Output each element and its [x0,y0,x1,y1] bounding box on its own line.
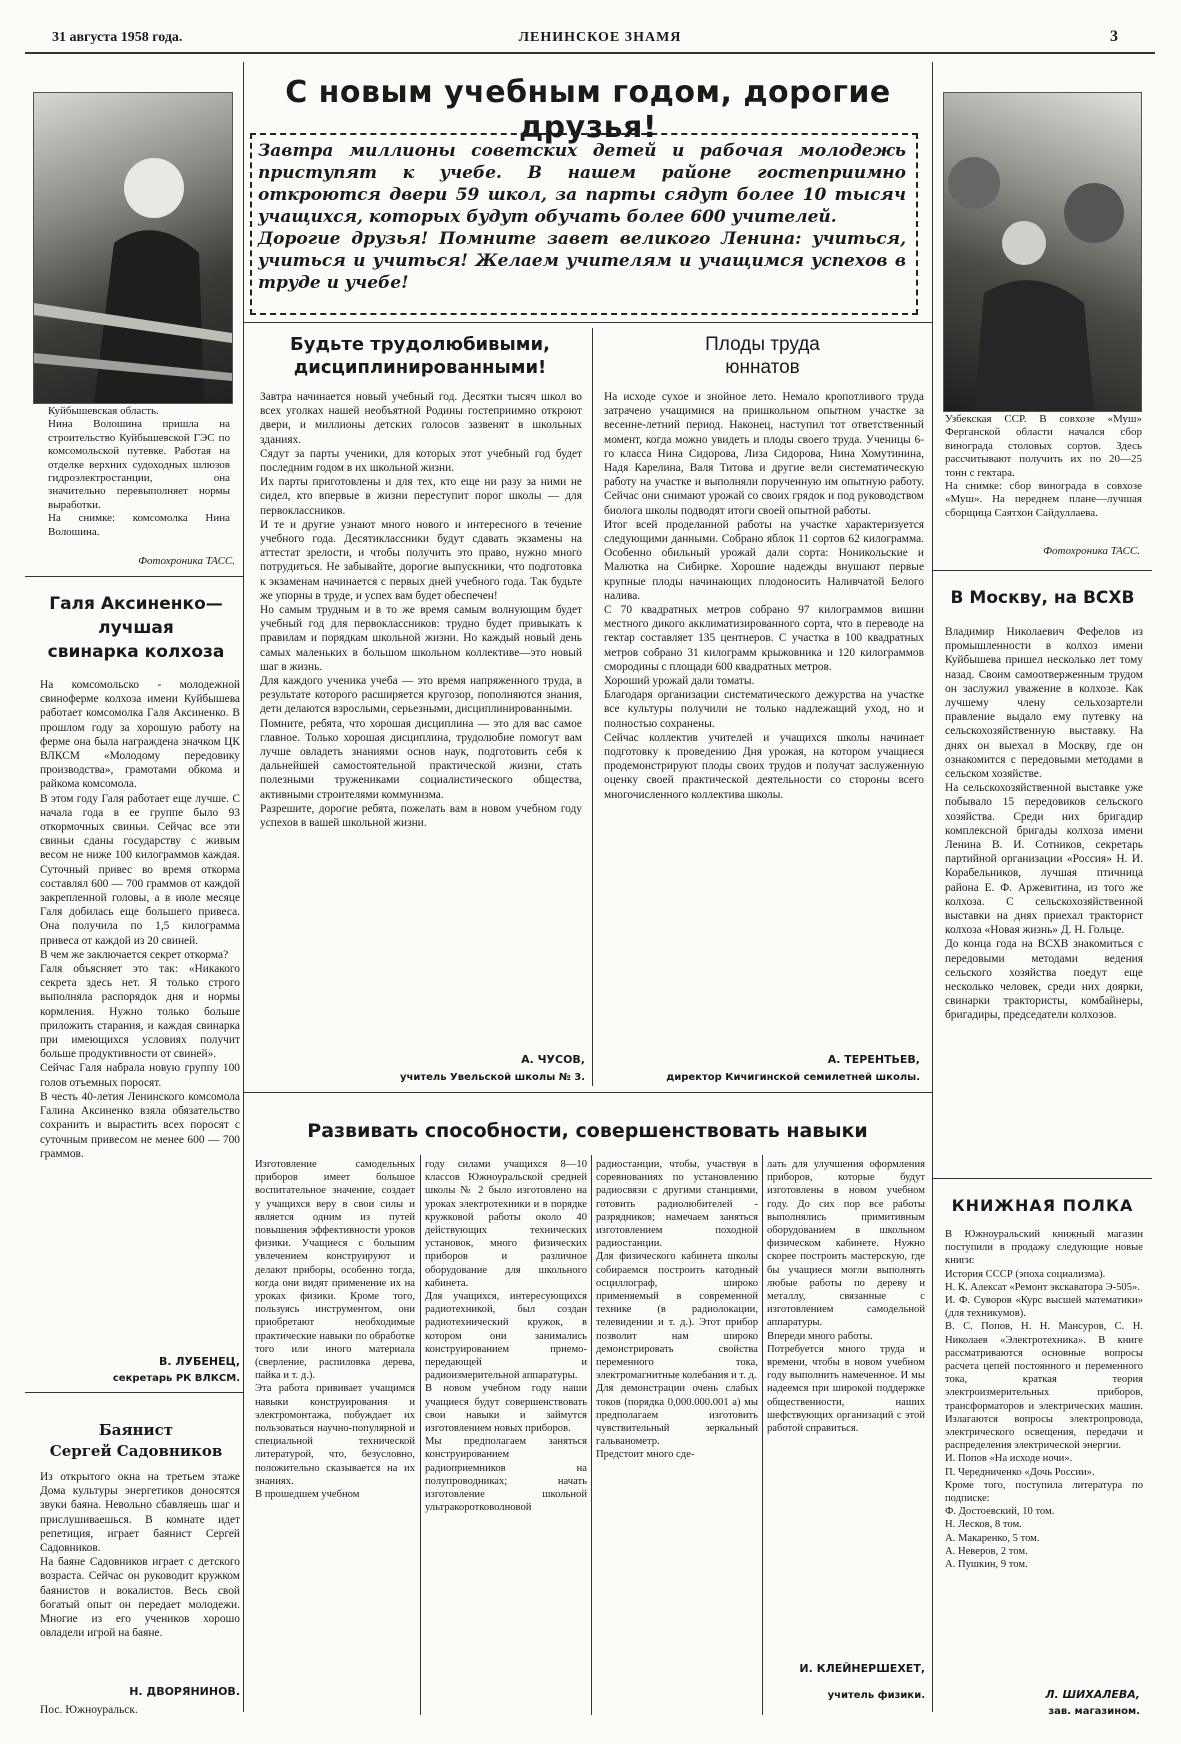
razvivat-col1: Изготовление самодельных приборов имеет большое воспитательное значение, создает у учащихся веру в свои силы и является одним из путей повышения эффективности уроков физики. Учащиеся с большим увлечением конструируют и делают приборы, особенно тогда, когда они видят применение их на уроках физики. Кроме того, пользуясь инструментом, они приобретают необходимые практические навыки по обработке того или иного материала (сверление, распиловка дерева, пайка и т. д.). Эта работа прививает учащимся навыки конструирования и электромонтажа, побуждает их пользоваться научно-популярной и специальной технической литературой, что, безусловно, положительно сказывается на их знаниях. В прошедшем учебном [255,1159,415,1501]
banner-rule [243,322,933,323]
header-rule [25,52,1155,54]
bookshelf-signature: Л. ШИХАЛЕВА, [1045,1688,1140,1701]
razvivat-signature: И. КЛЕЙНЕРШЕХЕТ, [799,1662,925,1675]
moscow-body: Владимир Николаевич Фефелов из промышленности в колхоз имени Куйбышева пришел несколько лет тому назад. Своим самоотверженным трудом он заслужил уважение в колхозе. Как лучшему члену сельхозартели правление выдало ему путевку на сельскохозяйственную выставку. На днях он выехал в Москву, где он ознакомится с передовыми методами в сельском хозяйстве. На сельскохозяйственной выставке уже побывало 15 передовиков сельского хозяйства. Среди них бригадир комплексной бригады колхоза имени Ленина В. И. Сотников, секретарь партийной организации «Россия» Н. И. Корабельников, лучшая птичница района Е. Ф. Аржевитина, из того же колхоза. С сельскохозяйственной выставки на днях приехал тракторист колхоза «Новая жизнь» Д. Н. Гольце. До конца года на ВСХВ знакомиться с передовыми методами ведения сельского хозяйства поедут еще несколько человек, среди них доярки, свинарки трактористы, комбайнеры, бригадиры, председатели колхозов. [945,626,1143,1022]
bookshelf-position: зав. магазином. [1048,1706,1140,1717]
right-photo-caption: Узбекская ССР. В совхозе «Муш» Ферганской области начался сбор винограда столовых сортов. Здесь рассчитывают получить их по 20—25 тонн с гектара. На снимке: сбор винограда в совхозе «Муш». На переднем плане—лучшая сборщица Саятхон Сайдуллаева. [945,413,1142,519]
left-photo-rule [25,576,243,577]
terentyev-position: директор Кичигинской семилетней школы. [666,1072,920,1083]
bookshelf-body: В Южноуральский книжный магазин поступили в продажу следующие новые книги: История СССР (эпоха социализма). Н. К. Алексат «Ремонт экскаватора Э-505». И. Ф. Суворов «Курс высшей математики» (для техникумов). В. С. Попов, Н. Н. Мансуров, С. Н. Николаев «Электротехника». В книге рассматриваются основные вопросы расчета цепей постоянного и переменного тока, краткая теория электроизмерительных приборов, трансформаторов и электрических машин. Излагаются вопросы электропровода, электрического освещения, передачи и распределения электрической энергии. И. Попов «На исходе ночи». П. Чередниченко «Дочь России». Кроме того, поступила литература по подписке: Ф. Достоевский, 10 том. Н. Лесков, 8 том. А. Макаренко, 5 том. А. Неверов, 2 том. А. Пушкин, 9 том. [945,1229,1143,1571]
razvivat-sep2 [591,1155,592,1715]
mid-rule [243,1092,933,1093]
terentyev-signature: А. ТЕРЕНТЬЕВ, [827,1053,920,1066]
issue-date: 31 августа 1958 года. [52,30,183,45]
moscow-rule [932,1178,1152,1179]
separator-right [932,62,933,1712]
chusov-signature: А. ЧУСОВ, [521,1053,585,1066]
galya-title: Галя Аксиненко— лучшая свинарка колхоза [47,594,225,662]
banner-title: С новым учебным годом, дорогие друзья! [285,75,891,145]
chusov-body: Завтра начинается новый учебный год. Десятки тысяч школ во всех уголках нашей необъятной Родины гостеприимно откроют двери, и миллионы детских голосов зазвенят в школьных зданиях. Сядут за парты ученики, для которых этот учебный год будет последним годом в их школьной жизни. Их парты приготовлены и для тех, кто еще ни разу за ними не сидел, кто впервые в жизни переступит порог школы — для первоклассников. И те и другие узнают много нового и интересного в течение учебного года. Десятиклассники будут сдавать экзамены на аттестат зрелости, и чтобы получить это право, нужно много потрудиться. Не забывайте, дорогие выпускники, что подготовка к экзаменам начинается с первых дней учебного года. Так будьте же упорны в труде, и успех вам будет обеспечен! Но самым трудным и в то же время самым волнующим будет учебный год для первоклассников: трудно будет привыкать к правилам и порядкам школьной жизни. Но каждый новый день самых маленьких в большом школьном коллективе—это новый шаг в жизнь. Для каждого ученика учеба — это время напряженного труда, в результате которого расширяется кругозор, пополняются знания, дети делаются взрослыми, серьезными, дисциплинированными. Помните, ребята, что хорошая дисциплина — это для вас самое главное. Только хорошая дисциплина, трудолюбие помогут вам лучше овладеть знаниями основ наук, подготовить себя к дальнейшей самостоятельной практической жизни, стать полезными тружениками социалистического общества, активными строителями коммунизма. Разрешите, дорогие ребята, пожелать вам в новом учебном году успехов в вашей школьной жизни. [260,391,582,830]
bayanist-title: Баянист Сергей Садовников [49,1421,223,1460]
bayanist-signature: Н. ДВОРЯНИНОВ. [129,1685,240,1698]
chusov-title: Будьте трудолюбивыми, дисциплинированными! [290,334,550,378]
razvivat-sep3 [762,1155,763,1715]
left-photo [33,92,233,404]
grape-harvest-image [944,93,1141,411]
left-photo-caption: Куйбышевская область. Нина Волошина пришла на строительство Куйбышевской ГЭС по комсомольской путевке. Работая на отделке верхних судоходных шлюзов гидроэлектростанции, она значительно перевыполняет нормы выработки. На снимке: комсомолка Нина Волошина. [48,405,230,538]
razvivat-position: учитель физики. [827,1690,925,1701]
terentyev-body: На исходе сухое и знойное лето. Немало кропотливого труда затрачено учащимися на пришкольном опытном участке за весенне-летний период. Наконец, наступил тот ответственный момент, когда можно увидеть и плоды своего труда. Ученицы 6-го класса Нина Сидорова, Лиза Сидорова, Нина Хомутинина, Надя Карелина, Валя Титова и другие вели систематическую работу на участке и выполняли порученную им опытную работу. Сейчас они снимают урожай со своих грядок и под руководством биолога школы подводят итоги своей опытной работы. Итог всей проделанной работы на участке характеризуется следующими данными. Собрано яблок 11 сортов 62 килограмма. Особенно обильный урожай дали сорта: Ноникольские и Малютка на Сибирке. Хорошие надежды внушают первые крупные плоды начинающих плодоносить Наливчатой Белого налива. С 70 квадратных метров собрано 97 килограммов вишни местного дикого акклиматизированного сорта, что в переводе на гектар составляет 135 центнеров. С участка в 100 квадратных метров собрано 31 килограмм крыжовника и 120 килограммов смородины с площади 600 квадратных метров. Хороший урожай дали томаты. Благодаря организации систематического дежурства на участке все культуры получили не только надлежащий уход, но и полностью сохранены. Сейчас коллектив учителей и учащихся школы начинает подготовку к проведению Дня урожая, на котором учащиеся продемонстрируют плоды своих трудов и получат заслуженную оценку своей практической деятельности со стороны всего многочисленного коллектива школы. [604,391,924,801]
newspaper-name: ЛЕНИНСКОЕ ЗНАМЯ [518,30,682,45]
bayanist-body: Из открытого окна на третьем этаже Дома культуры энергетиков доносятся звуки баяна. Невольно сбавляешь шаг и прислушиваешься. В комнате идет репетиция, играет баянист Сергей Садовников. На баяне Садовников играет с детского возраста. Сейчас он руководит кружком баянистов и вокалистов. Весь свой богатый опыт он передает молодежи. Многие из его учеников хорошо овладели игрой на баяне. [40,1471,240,1640]
razvivat-col2: году силами учащихся 8—10 классов Южноуральской средней школы № 2 было изготовлено на уроках электротехники и в порядке кружковой работы около 40 действующих технических установок, много физических приборов и различное оборудование для школьного кабинета. Для учащихся, интересующихся радиотехникой, был создан радиотехнический кружок, в котором они занимались конструированием приемо-передающей и радиоизмерительной аппаратуры. В новом учебном году наши учащиеся будут совершенствовать свои навыки и займутся изготовлением новых приборов. Мы предполагаем заняться конструированием радиоприемников на полупроводниках; начать изготовление школьной ультракоротковолновой [425,1159,587,1514]
bookshelf-title: КНИЖНАЯ ПОЛКА [951,1196,1134,1215]
bayanist-position: Пос. Южноуральск. [40,1704,138,1716]
page-number: 3 [1110,28,1118,45]
separator-middle [592,328,593,1086]
galya-body: На комсомольско - молодежной свиноферме колхоза имени Куйбышева работает комсомолка Галя Аксиненко. В прошлом году за хорошую работу на ферме она была награждена значком ЦК ВЛКСМ «Молодому передовику производства», грамотами обкома и райкома комсомола. В этом году Галя работает еще лучше. С начала года в ее группе было 93 откормочных свиньи. Сейчас все эти свиньи сданы государству с живым весом не ниже 100 килограммов каждая. Суточный привес во время откорма составлял 600 — 700 граммов от каждой закрепленной головы, а в июле месяце Галя добилась еще большего привеса. Она получила по 1,5 килограмма привеса от каждой из 20 свиней. В чем же заключается секрет откорма? Галя объясняет это так: «Никакого секрета здесь нет. Я только строго выполняла распорядок дня и нормы кормления. Нужно только больше приложить старания, и каждая свинарка при имеющихся условиях получит больше продуктивности от свиней». Сейчас Галя набрала новую группу 100 голов отъемных поросят. В честь 40-летия Ленинского комсомола Галина Аксиненко взяла обязательство сохранить и вырастить всех поросят с суточным привесом не менее 600 — 700 граммов. [40,679,240,1160]
razvivat-title: Развивать способности, совершенствовать навыки [307,1120,868,1142]
worker-at-railing-image [34,93,232,403]
moscow-title: В Москву, на ВСХВ [950,588,1135,608]
right-photo-rule [932,570,1152,571]
galya-signature: В. ЛУБЕНЕЦ, [158,1355,240,1368]
galya-position: секретарь РК ВЛКСМ. [112,1373,240,1384]
galya-rule [25,1392,243,1393]
terentyev-title: Плоды труда юннатов [705,334,820,378]
banner-address: Завтра миллионы советских детей и рабочая молодежь приступят к учебе. В нашем районе гостеприимно откроются двери 59 школ, за парты сядут более 10 тысяч учащихся, которых будут обучать более 600 учителей. Дорогие друзья! Помните завет великого Ленина: учиться, учиться и учиться! Желаем учителям и учащимся успехов в труде и учебе! [258,141,906,293]
left-photo-credit: Фотохроника ТАСС. [138,555,235,567]
right-photo [943,92,1142,412]
razvivat-sep1 [420,1155,421,1715]
chusov-position: учитель Увельской школы № 3. [399,1072,585,1083]
razvivat-col3: радиостанции, чтобы, участвуя в соревнованиях по установлению радиосвязи с другими станциями, готовить радиолюбителей - разрядников; намечаем заняться изготовлением походной радиостанции. Для физического кабинета школы собираемся построить катодный осциллограф, широко применяемый в современной технике (в радиолокации, телевидении и т. д.). Этот прибор позволит нам широко демонстрировать свойства переменного тока, электромагнитные колебания и т. д. Для демонстрации очень слабых токов (порядка 0,000.000.001 а) мы предполагаем изготовить чувствительный зеркальный гальванометр. Предстоит много сде- [596,1159,758,1461]
right-photo-credit: Фотохроника ТАСС. [1043,545,1140,557]
separator-left [243,62,244,1712]
razvivat-col4: лать для улучшения оформления приборов, которые будут изготовлены в новом учебном году. До сих пор все работы выполнялись примитивным оборудованием в школьном физическом кабинете. Нужно скорее построить мастерскую, где бы учащиеся могли выполнять любые работы по дереву и металлу, связанные с изготовлением самодельной аппаратуры. Впереди много работы. Потребуется много труда и времени, чтобы в новом учебном году выполнить намеченное. И мы надеемся при широкой поддержке общественности, наших шефствующих организаций с этой работой справиться. [767,1159,925,1435]
